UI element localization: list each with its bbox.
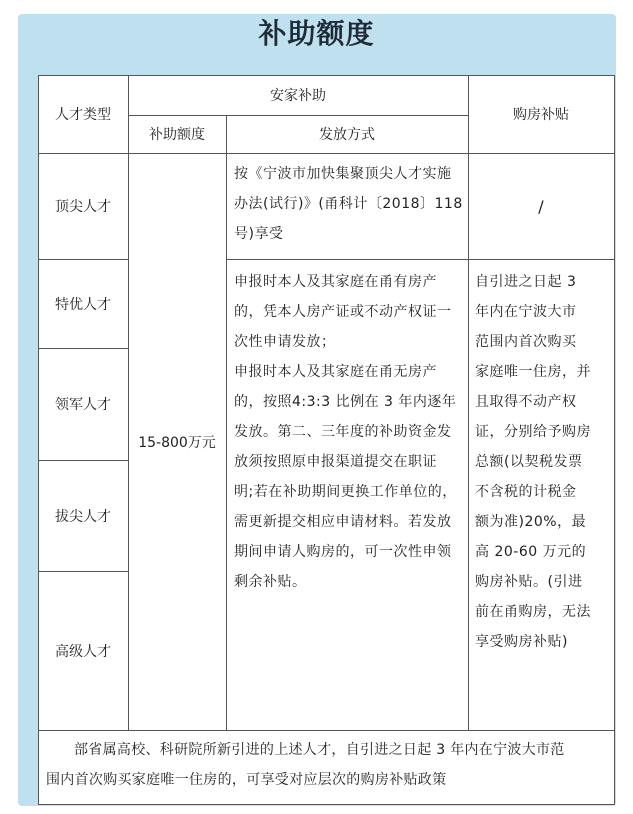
housing-line: 总额(以契税发票 [475,454,583,470]
category-senior-talent: 高级人才 [55,643,111,660]
housing-line: 且取得不动产权 [475,394,577,410]
method-line: 的，按照4:3:3 比例在 3 年内逐年 [234,394,457,410]
housing-line: 购房补贴。(引进 [475,574,583,590]
housing-line: 不含税的计税金 [475,484,577,500]
subsidy-table [38,75,615,805]
method-line: 次性申请发放； [234,334,336,350]
method-line: 明;若在补助期间更换工作单位的， [234,484,457,500]
category-leading-talent: 领军人才 [55,397,111,413]
method-line: 按《宁波市加快集聚顶尖人才实施 [234,166,452,182]
method-line: 的，凭本人房产证或不动产权证一 [234,304,452,320]
top-talent-housing: / [538,196,544,216]
housing-line: 范围内首次购买 [475,334,577,350]
footnote-line-1: 部省属高校、科研院所新引进的上述人才，自引进之日起 3 年内在宁波大市范 [74,742,565,758]
category-top-talent: 顶尖人才 [55,199,111,215]
housing-line: 自引进之日起 3 [475,274,577,290]
housing-line: 前在甬购房，无法 [475,604,591,620]
main-housing-text [475,267,611,657]
header-category: 人才类型 [55,107,111,123]
housing-line: 年内在宁波大市 [475,304,577,320]
method-line: 申报时本人及其家庭在甬无房产 [234,364,437,380]
main-method-text [234,267,466,597]
method-line: 发放。第二、三年度的补助资金发 [234,424,452,440]
footnote-line-2: 围内首次购买家庭唯一住房的，可享受对应层次的购房补贴政策 [46,772,447,788]
footnote [46,735,608,795]
table-border-bottom [38,804,615,805]
housing-line: 享受购房补贴) [475,634,568,650]
method-line: 需更新提交相应申请材料。若发放 [234,514,452,530]
page-title: 补助额度 [258,17,375,50]
header-method: 发放方式 [319,127,375,143]
housing-line: 额为准)20%，最 [475,514,587,530]
row-line-1b [226,259,615,260]
table-body-bottom [38,730,615,731]
housing-line: 证，分别给予购房 [475,424,591,440]
table-border-right [614,75,615,805]
header-amount: 补助额度 [149,127,205,143]
housing-line: 高 20-60 万元的 [475,544,587,560]
method-line: 办法(试行)》(甬科计〔2018〕118 [234,196,463,212]
category-special-talent: 特优人才 [55,296,111,313]
header-settle-group: 安家补助 [270,88,326,104]
method-line: 申报时本人及其家庭在甬有房产 [234,274,437,290]
method-line: 放须按照原申报渠道提交在职证 [234,454,437,470]
category-outstanding-talent: 拔尖人才 [55,508,111,525]
top-talent-method [234,159,466,249]
method-line: 号)享受 [234,226,284,242]
amount-value: 15-800万元 [138,434,216,451]
method-line: 剩余补贴。 [234,574,307,590]
housing-line: 家庭唯一住房，并 [475,364,591,380]
col-divider-2 [226,115,227,730]
header-housing: 购房补贴 [513,107,569,123]
method-line: 期间申请人购房的，可一次性申领 [234,544,452,560]
